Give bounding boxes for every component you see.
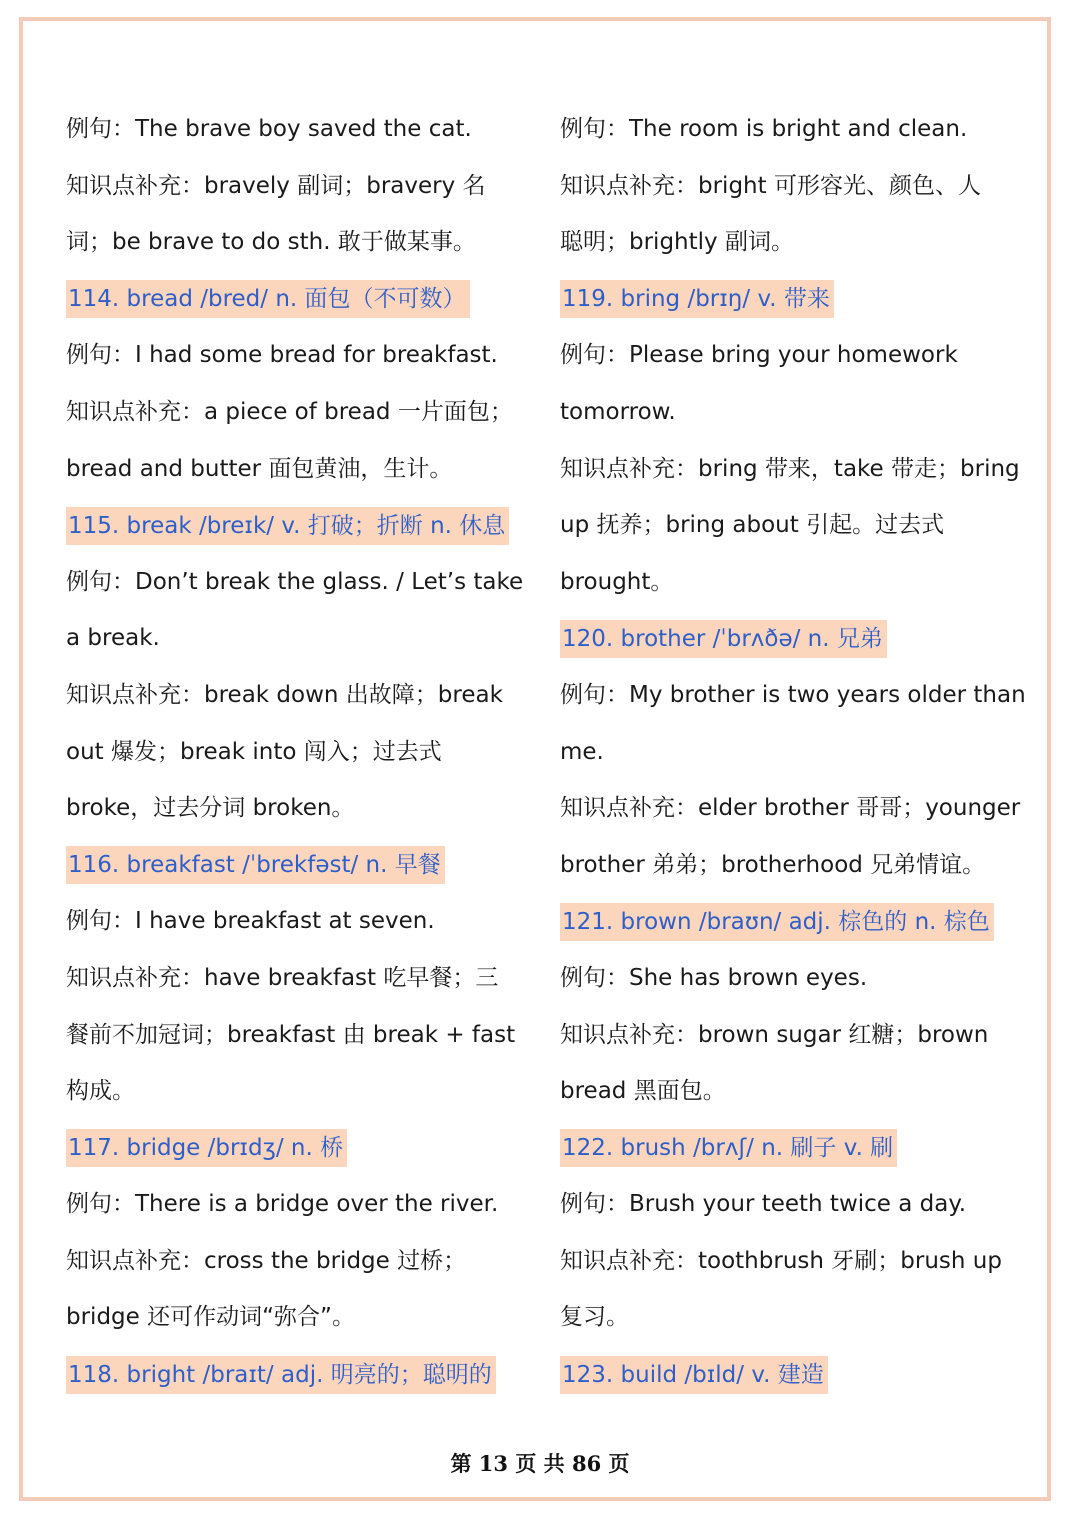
entry-heading-row bbox=[66, 837, 528, 894]
entry-heading-row bbox=[560, 610, 1022, 667]
entry-heading-row bbox=[560, 271, 1022, 328]
body-text-line: 知识点补充：toothbrush 牙刷；brush up bbox=[560, 1247, 1002, 1274]
body-text-line: 知识点补充：brown sugar 红糖；brown bbox=[560, 1021, 989, 1048]
body-text-line: 词；be brave to do sth. 敢于做某事。 bbox=[66, 229, 476, 256]
body-text-line: 例句：There is a bridge over the river. bbox=[66, 1191, 499, 1218]
entry-heading-row bbox=[560, 1120, 1022, 1177]
body-text-line: 例句：The brave boy saved the cat. bbox=[66, 116, 472, 142]
entry-heading: 121. brown /braʊn/ adj. 棕色的 n. 棕色 bbox=[560, 903, 994, 941]
entry-heading: 117. bridge /brɪdʒ/ n. 桥 bbox=[66, 1129, 347, 1167]
body-text-line: 知识点补充：a piece of bread 一片面包； bbox=[66, 398, 513, 425]
entry-heading-row bbox=[560, 1346, 1022, 1403]
entry-heading: 118. bright /braɪt/ adj. 明亮的；聪明的 bbox=[66, 1356, 496, 1394]
body-text-line: 知识点补充：bravely 副词；bravery 名 bbox=[66, 172, 486, 199]
body-text-line: 餐前不加冠词；breakfast 由 break + fast bbox=[66, 1021, 516, 1048]
body-text-line: tomorrow. bbox=[560, 398, 676, 425]
entry-heading: 116. breakfast /ˈbrekfəst/ n. 早餐 bbox=[66, 846, 445, 884]
body-text-line: 复习。 bbox=[560, 1304, 629, 1331]
body-text-line: 知识点补充：cross the bridge 过桥； bbox=[66, 1247, 467, 1274]
body-text-line: brought。 bbox=[560, 568, 674, 595]
entry-heading: 114. bread /bred/ n. 面包（不可数） bbox=[66, 280, 470, 318]
body-text-line: 例句：I had some bread for breakfast. bbox=[66, 342, 498, 369]
body-text-line: 知识点补充：elder brother 哥哥；younger bbox=[560, 795, 1021, 822]
entry-heading: 119. bring /brɪŋ/ v. 带来 bbox=[560, 280, 834, 318]
body-text-line: 例句：The room is bright and clean. bbox=[560, 116, 968, 142]
entry-heading-row bbox=[560, 893, 1022, 950]
body-text-line: a break. bbox=[66, 625, 160, 652]
body-text-line: 知识点补充：bright 可形容光、颜色、人 bbox=[560, 172, 981, 199]
body-text-line: bridge 还可作动词“弥合”。 bbox=[66, 1304, 355, 1331]
entry-heading: 120. brother /ˈbrʌðə/ n. 兄弟 bbox=[560, 620, 887, 658]
body-text-line: 知识点补充：bring 带来，take 带走；bring bbox=[560, 455, 1020, 482]
body-text-line: 例句：I have breakfast at seven. bbox=[66, 908, 435, 935]
left-column bbox=[66, 101, 528, 1403]
entry-heading-row bbox=[66, 1120, 528, 1177]
body-text-line: 例句：Brush your teeth twice a day. bbox=[560, 1191, 967, 1218]
body-text-line: 例句：My brother is two years older than bbox=[560, 681, 1026, 708]
body-text-line: 例句：She has brown eyes. bbox=[560, 964, 868, 991]
body-text-line: 知识点补充：have breakfast 吃早餐；三 bbox=[66, 964, 499, 991]
entry-heading-row bbox=[66, 1346, 528, 1403]
entry-heading-row bbox=[66, 497, 528, 554]
entry-heading: 123. build /bɪld/ v. 建造 bbox=[560, 1356, 828, 1394]
body-text-line: 聪明；brightly 副词。 bbox=[560, 229, 794, 256]
body-text-line: up 抚养；bring about 引起。过去式 bbox=[560, 512, 945, 539]
body-text-line: 例句：Please bring your homework bbox=[560, 342, 958, 369]
body-text-line: 构成。 bbox=[66, 1078, 135, 1105]
right-column bbox=[560, 101, 1026, 1403]
body-text-line: brother 弟弟；brotherhood 兄弟情谊。 bbox=[560, 851, 986, 878]
entry-heading-row bbox=[66, 271, 528, 328]
body-text-line: broke，过去分词 broken。 bbox=[66, 795, 355, 822]
body-text-line: bread and butter 面包黄油，生计。 bbox=[66, 455, 453, 482]
body-text-line: 例句：Don’t break the glass. / Let’s take bbox=[66, 568, 524, 595]
body-text-line: 知识点补充：break down 出故障；break bbox=[66, 681, 503, 708]
body-text-line: out 爆发；break into 闯入；过去式 bbox=[66, 738, 442, 765]
body-text-line: bread 黑面包。 bbox=[560, 1078, 726, 1105]
body-text-line: me. bbox=[560, 738, 604, 765]
entry-heading: 122. brush /brʌʃ/ n. 刷子 v. 刷 bbox=[560, 1129, 897, 1167]
entry-heading: 115. break /breɪk/ v. 打破；折断 n. 休息 bbox=[66, 507, 509, 545]
page-footer: 第 13 页 共 86 页 bbox=[450, 1451, 630, 1476]
